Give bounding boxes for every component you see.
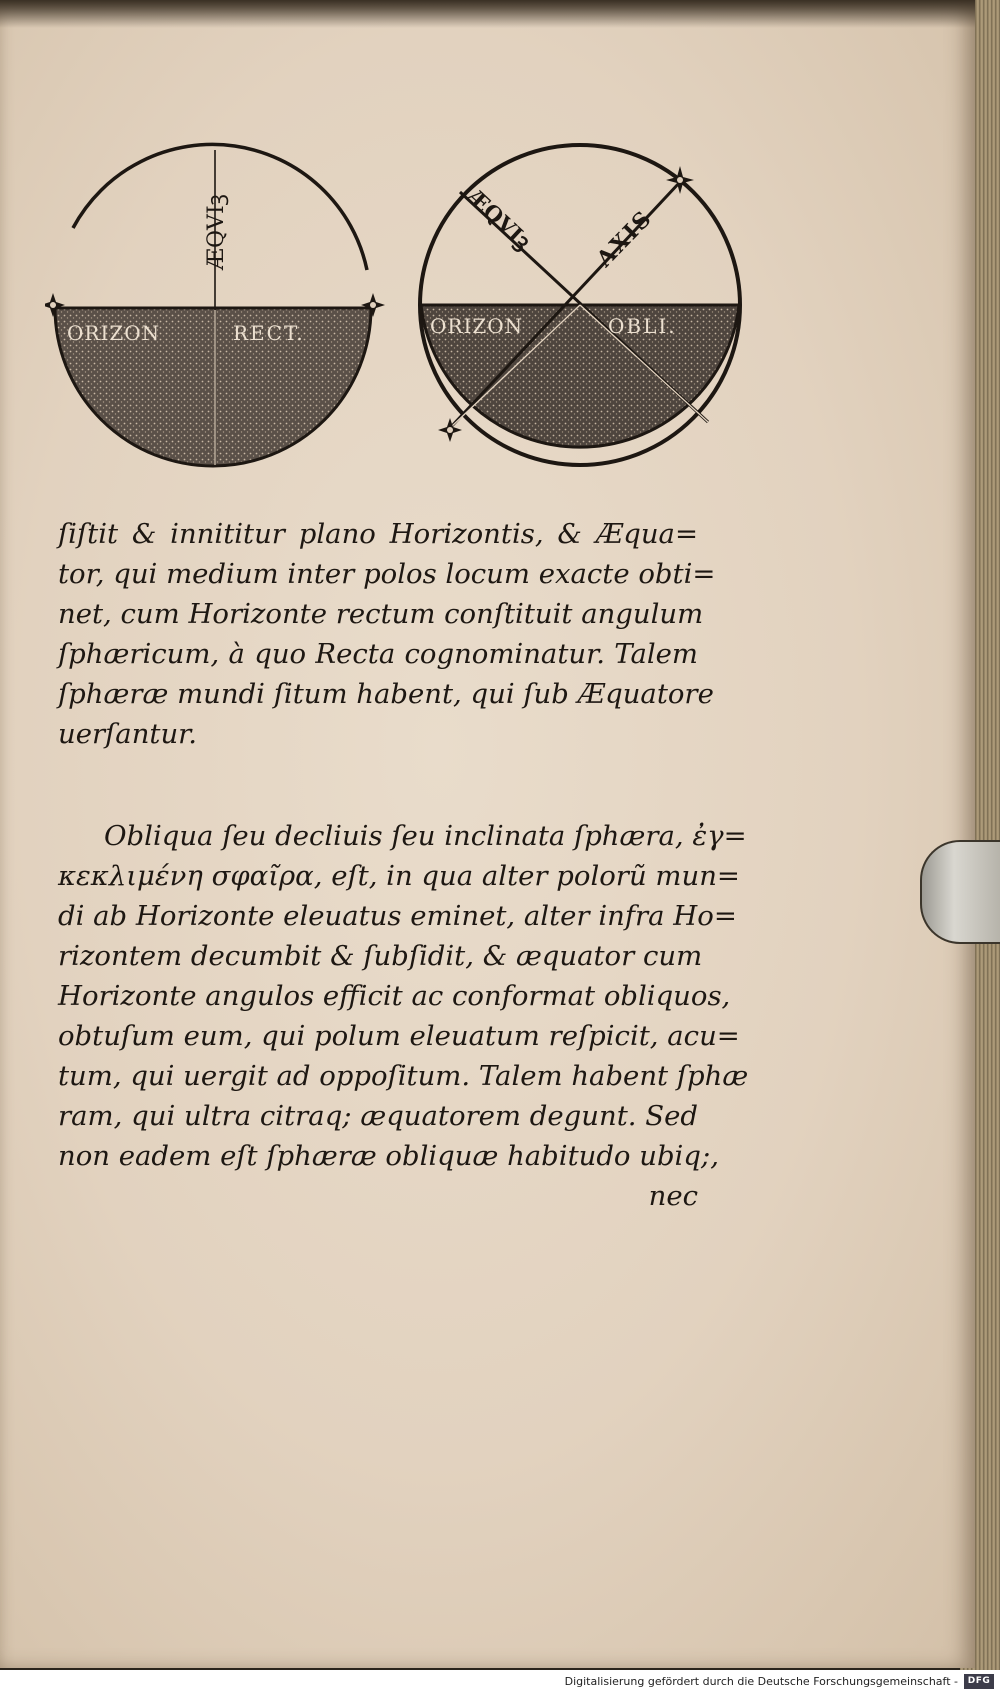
text-line: tum, qui uergit ad oppoſitum. Talem habent ſphæ xyxy=(58,1060,749,1092)
bookmark-tab xyxy=(920,840,1000,944)
text-line: ram, qui ultra citraq; æquatorem degunt. Sed xyxy=(58,1100,698,1132)
text-line: rizontem decumbit & ſubſidit, & æquator cum xyxy=(58,940,703,972)
text-line: tor, qui medium inter polos locum exacte obti= xyxy=(58,558,716,590)
text-line: obtuſum eum, qui polum eleuatum reſpicit, acu= xyxy=(58,1020,740,1052)
text-line: Obliqua ſeu decliuis ſeu inclinata ſphæra, ἐγ= xyxy=(104,820,747,852)
label-axis: AXIS xyxy=(591,204,658,273)
dfg-logo-icon: DFG xyxy=(964,1674,994,1689)
paragraph-sphaera-obliqua xyxy=(58,816,749,1216)
text-line: uerſantur. xyxy=(58,718,198,750)
catchword: nec xyxy=(648,1180,698,1212)
text-line: κεκλιμένη σφαῖρα, eſt, in qua alter polorũ mun= xyxy=(58,860,740,892)
text-line: ſiſtit & innititur plano Horizontis, & Æqua= xyxy=(58,518,698,550)
paragraph-sphaera-recta xyxy=(58,514,716,754)
text-line: ſphæræ mundi ſitum habent, qui ſub Æquatore xyxy=(58,678,714,710)
label-orizon: ORIZON xyxy=(67,321,161,345)
label-orizon: ORIZON xyxy=(430,314,524,338)
diagram-sphaera-recta xyxy=(45,140,395,480)
footer-credit: Digitalisierung gefördert durch die Deutsche Forschungsgemeinschaft - xyxy=(564,1675,958,1688)
text-line: non eadem eſt ſphæræ obliquæ habitudo ubiq;, xyxy=(58,1140,719,1172)
label-rect: RECT. xyxy=(233,321,305,345)
label-aequi-vertical: ÆQVIꝫ xyxy=(204,194,229,270)
text-line: Horizonte angulos efficit ac conformat obliquos, xyxy=(58,980,731,1012)
label-obli: OBLI. xyxy=(608,314,677,338)
pole-star-lower-icon xyxy=(438,418,462,442)
page-top-shadow xyxy=(0,0,975,28)
text-line: net, cum Horizonte rectum conſtituit angulum xyxy=(58,598,704,630)
digitization-footer xyxy=(0,1670,1000,1695)
diagram-sphaera-obliqua xyxy=(408,140,758,480)
text-line: ſphæricum, à quo Recta cognominatur. Talem xyxy=(58,638,698,670)
label-aequi-diagonal: ÆQVIꝫ xyxy=(462,183,536,255)
text-line: di ab Horizonte eleuatus eminet, alter infra Ho= xyxy=(58,900,737,932)
